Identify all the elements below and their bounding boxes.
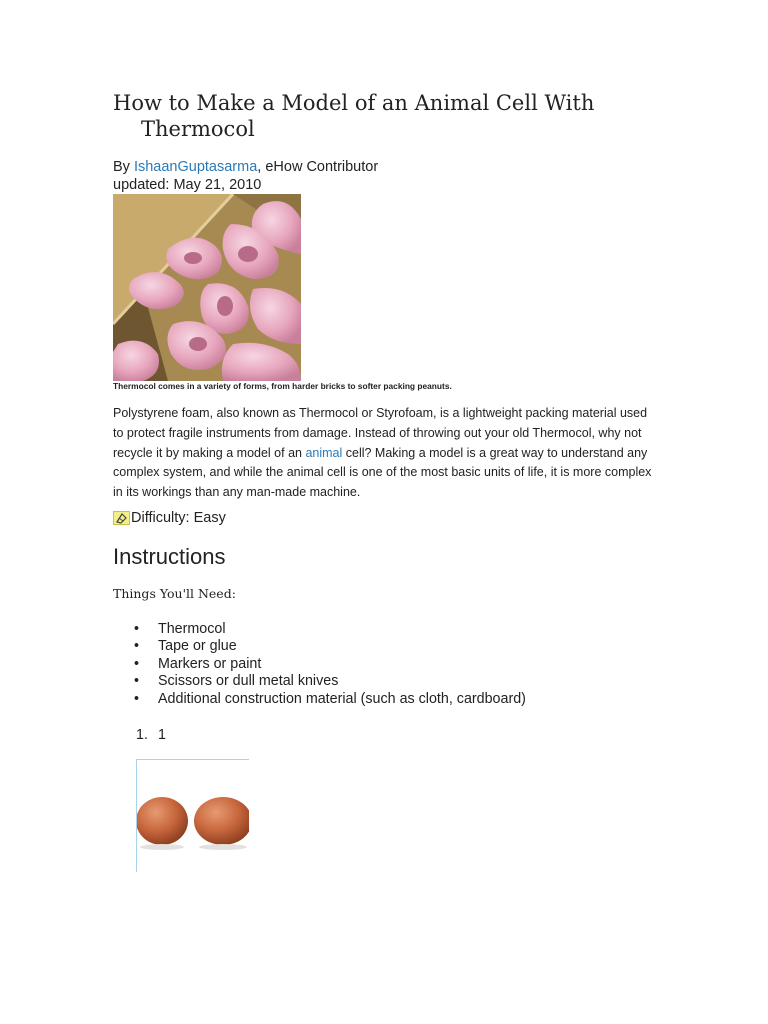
list-item: • Scissors or dull metal knives <box>113 673 526 690</box>
thermocol-photo <box>113 194 301 381</box>
animal-link[interactable]: animal <box>305 445 343 460</box>
list-item: • Additional construction material (such as cloth, cardboard) <box>113 691 526 708</box>
by-prefix: By <box>113 159 134 175</box>
intro-text-1: Polystyrene foam, also known as Thermocol or Styrofoam, is a lightweight packing material used to protect fragile instruments from damage. Instead of throwing out your old Thermocol, why not recycle it by making a model of an <box>113 406 648 460</box>
list-item: • Thermocol <box>113 621 526 638</box>
author-suffix: , eHow Contributor <box>257 159 379 175</box>
list-item: • Tape or glue <box>113 638 526 655</box>
updated-date: updated: May 21, 2010 <box>113 177 262 193</box>
image-caption: Thermocol comes in a variety of forms, from harder bricks to softer packing peanuts. <box>113 381 452 391</box>
difficulty-label: Difficulty: Easy <box>131 510 226 526</box>
difficulty-row <box>113 509 226 527</box>
article-title <box>113 90 633 142</box>
author-line <box>113 158 378 176</box>
difficulty-icon <box>113 511 130 525</box>
things-needed-list <box>113 621 526 708</box>
eggs-image <box>137 760 249 872</box>
step-text: 1 <box>158 727 166 743</box>
article-title-line2: Thermocol <box>141 117 255 141</box>
step-1-image <box>136 759 249 872</box>
article-title-line1: How to Make a Model of an Animal Cell With <box>113 91 595 115</box>
byline <box>113 158 378 194</box>
step-1 <box>113 726 166 744</box>
step-number: 1. <box>136 727 148 743</box>
packing-peanuts-image <box>113 194 301 381</box>
author-link[interactable]: IshaanGuptasarma <box>133 159 258 175</box>
list-item: • Markers or paint <box>113 656 526 673</box>
instructions-heading: Instructions <box>113 544 226 569</box>
things-needed-heading: Things You'll Need: <box>113 586 236 601</box>
intro-paragraph <box>113 404 658 503</box>
intro-text-2: cell? Making a model is a great way to understand any complex system, and while the animal cell is one of the most basic units of life, it is more complex in its workings than any man-made machine. <box>113 445 652 500</box>
